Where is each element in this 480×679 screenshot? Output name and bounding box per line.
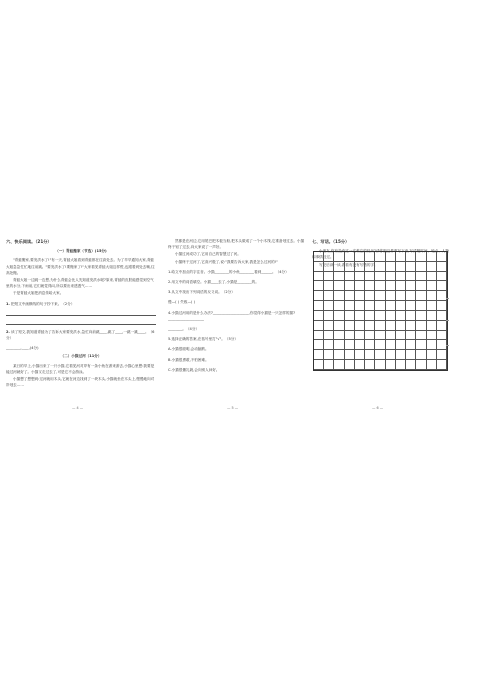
grid-cell[interactable] [334,262,344,272]
question-number: 2. [6,329,10,334]
grid-cell[interactable] [375,301,385,311]
grid-cell[interactable] [396,350,406,360]
grid-cell[interactable] [396,291,406,301]
grid-cell[interactable] [427,340,437,350]
section-title-writing: 七、写话。（15分） [312,239,350,244]
grid-cell[interactable] [355,321,365,331]
grid-cell[interactable] [386,311,396,321]
grid-cell[interactable] [345,360,355,370]
grid-cell[interactable] [375,321,385,331]
grid-cell[interactable] [334,331,344,341]
choice-option[interactable]: C.小猫很懂礼貌,会向别人问好。 [168,367,220,372]
page-number: — 5 — [227,406,239,410]
grid-cell[interactable] [324,340,334,350]
grid-cell[interactable] [314,340,324,350]
page-number: — 4 — [72,406,84,410]
passage1-title: （一）青蛙搬家（节选）(15分) [55,249,107,254]
passage1-prompt: 于是青蛙大姐把消息传给大家。 [13,291,64,296]
grid-cell[interactable] [375,311,385,321]
grid-cell[interactable] [314,272,324,282]
grid-cell[interactable] [416,350,426,360]
edge-mark [446,345,449,346]
grid-cell[interactable] [334,252,344,262]
grid-cell[interactable] [427,331,437,341]
writing-grid-cells[interactable] [313,251,448,371]
question-5: 5.选择正确的答案,在括号里打"√"。（5分） [168,337,238,342]
grid-cell[interactable] [386,321,396,331]
grid-cell[interactable] [314,331,324,341]
grid-cell[interactable] [396,262,406,272]
writing-prompt: 小朋友,你有没有过一次难忘的经历?请你把这件事写下来,写清楚时间、地点、人物和事情经过。 [312,249,449,260]
question-1[interactable]: 1.给文中加点的字注音。小猫________的小鱼________看到______。（4分） [168,269,289,274]
grid-cell[interactable] [355,301,365,311]
grid-cell[interactable] [427,252,437,262]
grid-cell[interactable] [355,262,365,272]
grid-cell[interactable] [437,360,447,370]
grid-cell[interactable] [324,291,334,301]
question-2[interactable]: 2.用文中的词语填空。小猫____去了,小猫是________的。 [168,280,259,285]
grid-cell[interactable] [324,281,334,291]
grid-cell[interactable] [365,272,375,282]
grid-cell[interactable] [406,340,416,350]
grid-cell[interactable] [427,281,437,291]
grid-cell[interactable] [406,311,416,321]
grid-cell[interactable] [427,291,437,301]
grid-cell[interactable] [355,281,365,291]
grid-cell[interactable] [375,291,385,301]
grid-cell[interactable] [345,252,355,262]
grid-cell[interactable] [396,311,406,321]
grid-cell[interactable] [386,340,396,350]
grid-cell[interactable] [396,331,406,341]
grid-cell[interactable] [345,311,355,321]
question-number: 1. [6,301,10,306]
question-2 [6,329,156,341]
grid-cell[interactable] [375,340,385,350]
passage2-title: （二）小猫过河（11分） [60,354,102,359]
edge-mark [446,298,449,299]
grid-cell[interactable] [396,281,406,291]
grid-cell[interactable] [334,291,344,301]
grid-cell[interactable] [386,291,396,301]
grid-cell[interactable] [334,321,344,331]
grid-cell[interactable] [427,350,437,360]
grid-cell[interactable] [396,360,406,370]
grid-cell[interactable] [314,262,324,272]
grid-cell[interactable] [314,360,324,370]
page-column-middle [168,238,306,374]
grid-cell[interactable] [437,252,447,262]
grid-cell[interactable] [365,281,375,291]
grid-cell[interactable] [375,281,385,291]
grid-cell[interactable] [406,360,416,370]
passage1-paragraph: "青蛙搬家,要发洪水了!"有一天,青蛙大姐看到青蛙都在往高处去。为了早早通知大家,青蛙大姐急急忙忙地往前跳。"要发洪水了!要搬家了!"大家看见青蛙大姐这样慌,也跟着到处去喊,往高处搬。 [6,258,155,275]
grid-cell[interactable] [427,360,437,370]
grid-cell[interactable] [386,262,396,272]
grid-cell[interactable] [345,281,355,291]
grid-cell[interactable] [427,262,437,272]
grid-cell[interactable] [365,331,375,341]
grid-cell[interactable] [355,350,365,360]
grid-cell[interactable] [416,301,426,311]
grid-cell[interactable] [355,360,365,370]
grid-cell[interactable] [334,281,344,291]
grid-cell[interactable] [355,340,365,350]
grid-cell[interactable] [365,340,375,350]
choice-option[interactable]: A.小猫很聪明,会动脑筋。 [168,347,209,352]
question-text: 把短文中画横线的句子抄下来。（2分） [11,301,75,306]
grid-cell[interactable] [406,321,416,331]
grid-cell[interactable] [365,301,375,311]
grid-cell[interactable] [427,311,437,321]
grid-cell[interactable] [334,301,344,311]
writing-prompt: 写完后读一读,看看有没有写错的字。 [319,262,378,267]
question-2-blanks[interactable]: ________,____,(4分) [6,346,39,351]
grid-cell[interactable] [406,291,416,301]
grid-cell[interactable] [427,272,437,282]
page-number: — 6 — [372,406,384,410]
grid-cell[interactable] [334,350,344,360]
question-1 [6,301,156,307]
grid-cell[interactable] [324,321,334,331]
grid-cell[interactable] [345,331,355,341]
grid-cell[interactable] [416,291,426,301]
grid-cell[interactable] [386,272,396,282]
grid-cell[interactable] [375,252,385,262]
grid-cell[interactable] [314,291,324,301]
grid-cell[interactable] [416,331,426,341]
grid-cell[interactable] [406,350,416,360]
passage1-paragraph: 青蛙大姐一边跳一边想,为什么青蛙会比人先知道发洪水呢?原来,青蛙的皮肤能感觉到空气里的水分,下雨前,它们就觉得闷,所以要出来透透气…… [6,278,154,289]
grid-cell[interactable] [416,281,426,291]
grid-cell[interactable] [406,262,416,272]
grid-cell[interactable] [437,350,447,360]
passage2-continued: 然都是在河边,它用尾巴把木板当船,把木头做成了一个小木筏,它准备划过去。小猫终于划了过去,向大家说了一声好。 [168,239,305,250]
answer-line[interactable] [6,309,156,316]
grid-cell[interactable] [375,272,385,282]
grid-cell[interactable] [386,281,396,291]
grid-cell[interactable] [437,281,447,291]
grid-cell[interactable] [375,350,385,360]
grid-cell[interactable] [334,360,344,370]
grid-cell[interactable] [365,262,375,272]
grid-cell[interactable] [355,331,365,341]
grid-cell[interactable] [324,301,334,311]
grid-cell[interactable] [396,301,406,311]
question-text: 读了短文,我知道青蛙为了告诉大家要发洪水,急忙向前跳____,跳了____,一跳一跳____。（6分） [6,329,155,341]
grid-cell[interactable] [437,331,447,341]
grid-cell[interactable] [314,301,324,311]
grid-cell[interactable] [427,321,437,331]
grid-cell[interactable] [365,252,375,262]
passage2-paragraph: 小猫想了想想到:过河就用木头,它就在河边找到了一块木头,小猫就坐在木头上,慢慢地向对岸划去…… [6,377,155,388]
grid-cell[interactable] [386,350,396,360]
grid-cell[interactable] [345,291,355,301]
passage2-quote: 小猫终于过河了,它高兴极了,说:"我要告诉大家,我是怎么过河的!" [175,259,278,264]
grid-cell[interactable] [437,301,447,311]
grid-cell[interactable] [324,350,334,360]
grid-cell[interactable] [406,252,416,262]
grid-cell[interactable] [437,272,447,282]
grid-cell[interactable] [375,360,385,370]
grid-cell[interactable] [386,360,396,370]
grid-cell[interactable] [386,301,396,311]
grid-cell[interactable] [375,262,385,272]
grid-cell[interactable] [355,291,365,301]
grid-cell[interactable] [324,262,334,272]
grid-cell[interactable] [334,311,344,321]
grid-cell[interactable] [324,311,334,321]
passage2-continued: 小猫过河成功了,它用自己的智慧过了河。 [175,252,241,257]
question-3: 3.从文中找出下列词语的反义词。（2分） [168,290,235,295]
grid-cell[interactable] [406,301,416,311]
grid-cell[interactable] [406,281,416,291]
grid-cell[interactable] [345,272,355,282]
grid-cell[interactable] [416,272,426,282]
grid-cell[interactable] [416,321,426,331]
grid-cell[interactable] [345,262,355,272]
grid-cell[interactable] [324,272,334,282]
grid-cell[interactable] [437,291,447,301]
grid-cell[interactable] [345,350,355,360]
grid-cell[interactable] [345,301,355,311]
grid-cell[interactable] [437,262,447,272]
grid-cell[interactable] [386,331,396,341]
grid-cell[interactable] [406,331,416,341]
grid-cell[interactable] [355,311,365,321]
grid-cell[interactable] [365,311,375,321]
grid-cell[interactable] [416,360,426,370]
grid-cell[interactable] [345,321,355,331]
grid-cell[interactable] [314,311,324,321]
section-title-reading: 六、快乐阅读。（21分） [6,239,52,244]
grid-cell[interactable] [437,321,447,331]
grid-cell[interactable] [406,272,416,282]
grid-cell[interactable] [314,252,324,262]
grid-cell[interactable] [324,360,334,370]
grid-cell[interactable] [365,291,375,301]
grid-cell[interactable] [396,252,406,262]
grid-cell[interactable] [416,311,426,321]
grid-cell[interactable] [314,350,324,360]
grid-cell[interactable] [324,331,334,341]
choice-option[interactable]: B.小猫很勇敢,不怕困难。 [168,357,209,362]
passage2-paragraph: 某日的早上,小猫出来了一只小猫,它看见河对岸有一条小鱼在游来游去,小猫心里想:我要是能过河就好了。小猫又走过去了,可是它不会游泳。 [6,363,155,374]
page-column-left [6,238,156,389]
edge-mark [446,320,449,321]
grid-cell[interactable] [355,272,365,282]
grid-cell[interactable] [334,272,344,282]
grid-cell[interactable] [314,281,324,291]
question-3-pairs[interactable]: 慢—( ) 失败—( ) [168,300,196,305]
grid-cell[interactable] [416,252,426,262]
writing-grid[interactable] [313,251,448,371]
grid-cell[interactable] [375,331,385,341]
grid-cell[interactable] [416,262,426,272]
grid-cell[interactable] [396,321,406,331]
grid-cell[interactable] [396,340,406,350]
grid-cell[interactable] [365,350,375,360]
grid-cell[interactable] [365,321,375,331]
grid-cell[interactable] [396,272,406,282]
answer-line[interactable] [6,318,156,325]
grid-cell[interactable] [314,321,324,331]
grid-cell[interactable] [365,360,375,370]
grid-cell[interactable] [427,301,437,311]
grid-cell[interactable] [324,252,334,262]
grid-cell[interactable] [416,340,426,350]
question-4-tail[interactable]: ________。（4分） [168,327,200,332]
question-4[interactable]: 4.小猫过河用的是什么办法?____________________,你觉得小猫是一只怎样的猫?____________________ [168,310,295,321]
grid-cell[interactable] [345,340,355,350]
grid-cell[interactable] [355,252,365,262]
grid-cell[interactable] [334,340,344,350]
grid-cell[interactable] [386,252,396,262]
